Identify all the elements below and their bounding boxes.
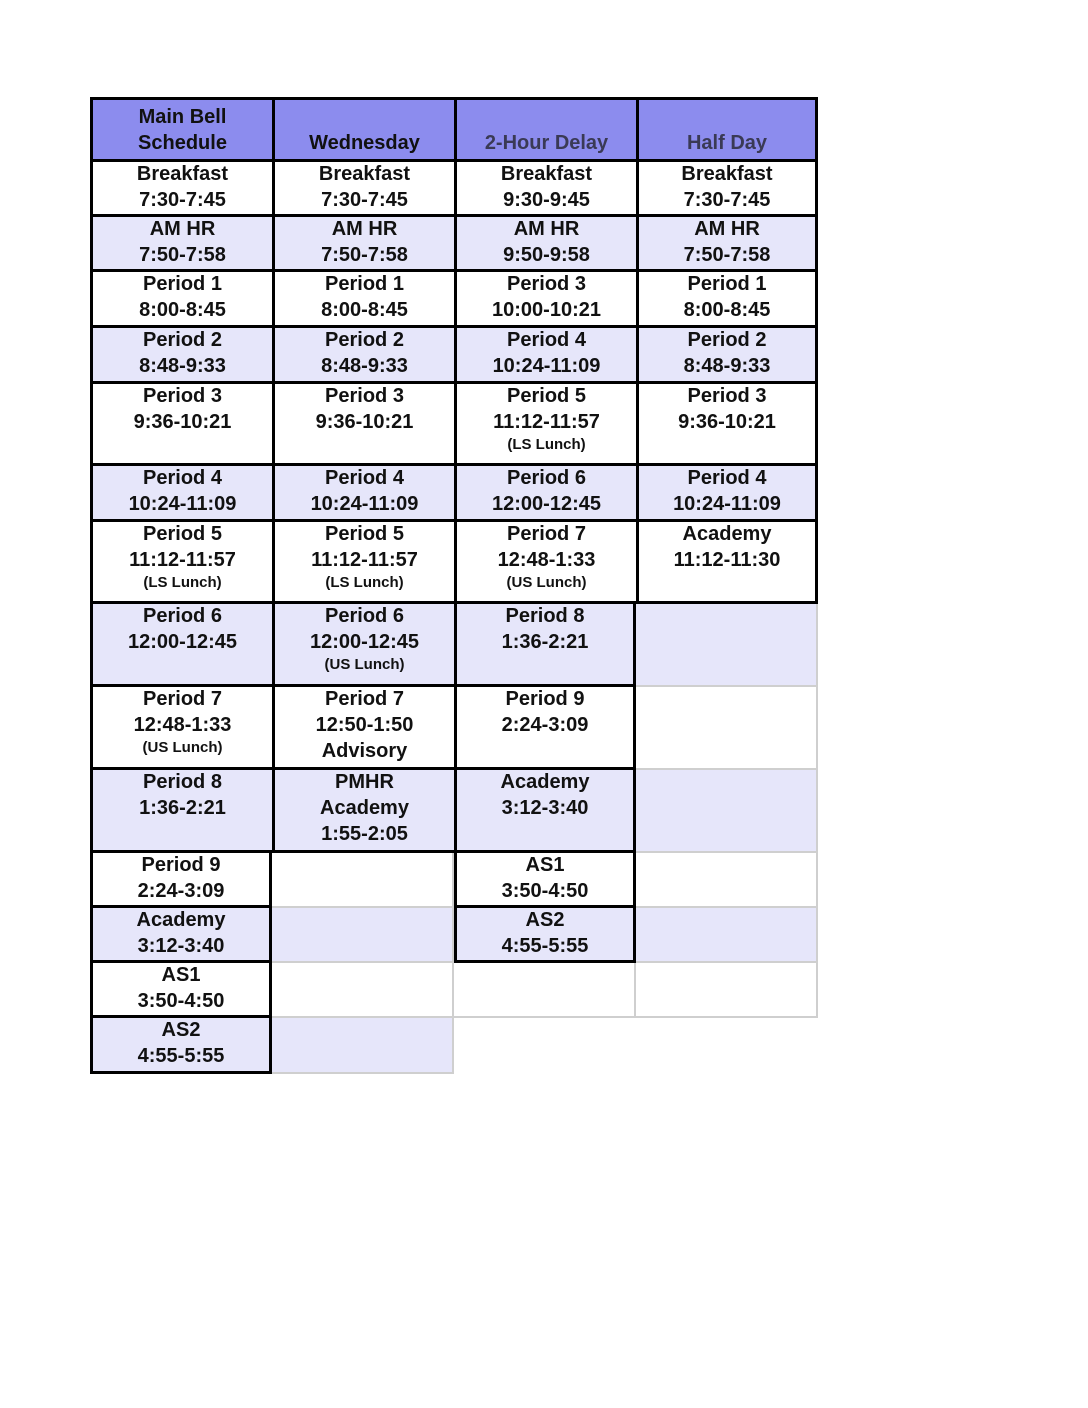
schedule-cell [90,217,272,272]
cell-time: 7:50-7:58 [683,244,771,266]
header-cell [90,97,272,162]
cell-time: 9:36-10:21 [315,411,414,433]
cell-time: 3:50-4:50 [501,880,589,902]
empty-cell [636,853,818,908]
cell-note: (LS Lunch) [143,574,222,591]
cell-time: 7:30-7:45 [139,189,226,211]
cell-title: AM HR [331,218,398,240]
cell-time: 9:50-9:58 [503,244,590,266]
cell-time: 2:24-3:09 [501,714,589,736]
schedule-cell [272,384,454,466]
header-line: 2-Hour Delay [484,132,609,154]
cell-title: Breakfast [500,163,593,185]
schedule-cell [636,466,818,522]
empty-cell [272,963,454,1018]
schedule-cell [90,687,272,770]
cell-title: Period 9 [141,854,221,876]
cell-time: 9:30-9:45 [503,189,590,211]
empty-cell [636,963,818,1018]
cell-title: Period 2 [687,329,767,351]
schedule-cell [272,604,454,687]
schedule-cell [272,272,454,328]
cell-title: Period 6 [507,467,586,489]
cell-title: Academy [500,771,590,793]
header-cell [272,97,454,162]
cell-title: Period 4 [687,467,767,489]
cell-time: 11:12-11:57 [493,411,600,433]
cell-time: 12:48-1:33 [497,549,596,571]
cell-title: Period 4 [143,467,222,489]
cell-title: Period 1 [687,273,767,295]
cell-title: Period 7 [325,688,404,710]
cell-time: 8:00-8:45 [683,299,771,321]
cell-title: Period 5 [143,523,222,545]
schedule-cell [90,272,272,328]
schedule-cell [454,770,636,853]
cell-title: AS1 [161,964,201,986]
schedule-cell [636,272,818,328]
empty-cell [272,908,454,963]
schedule-cell [454,853,636,908]
cell-time: 7:30-7:45 [683,189,771,211]
cell-title: Period 9 [505,688,585,710]
schedule-cell [272,162,454,217]
schedule-cell [454,272,636,328]
cell-time: 9:36-10:21 [133,411,232,433]
cell-title: Breakfast [318,163,411,185]
cell-note: (LS Lunch) [507,436,586,453]
cell-title: AS2 [525,909,565,931]
empty-cell [636,687,818,770]
cell-title: Period 6 [143,605,222,627]
cell-time: 12:00-12:45 [128,631,237,653]
schedule-cell [454,522,636,604]
cell-title: Period 7 [507,523,586,545]
cell-time: 7:50-7:58 [139,244,226,266]
cell-title: Period 2 [325,329,404,351]
cell-time: 9:36-10:21 [678,411,776,433]
cell-time: 11:12-11:57 [311,549,418,571]
cell-time: 1:36-2:21 [501,631,589,653]
cell-title: Period 8 [143,771,222,793]
cell-time: 10:24-11:09 [492,355,601,377]
cell-time: 8:00-8:45 [139,299,226,321]
cell-title: PMHR [335,771,394,793]
schedule-cell [90,908,272,963]
cell-time: 12:00-12:45 [492,493,601,515]
schedule-cell [454,328,636,384]
cell-note: (US Lunch) [506,574,587,591]
cell-title: Period 6 [325,605,404,627]
schedule-cell [454,217,636,272]
header-cell [636,97,818,162]
empty-cell [636,908,818,963]
empty-cell [272,1018,454,1074]
cell-time: 11:12-11:30 [673,549,781,571]
cell-note: (US Lunch) [142,739,223,756]
cell-time: 8:00-8:45 [321,299,408,321]
cell-title: Breakfast [681,163,773,185]
schedule-cell [636,522,818,604]
empty-cell [636,604,818,687]
cell-note: (US Lunch) [324,656,405,673]
cell-time: 3:12-3:40 [137,935,225,957]
header-cell [454,97,636,162]
cell-title: Period 3 [143,385,222,407]
cell-time: 11:12-11:57 [129,549,236,571]
cell-time: 8:48-9:33 [139,355,226,377]
schedule-cell [636,328,818,384]
schedule-cell [454,466,636,522]
cell-title: AM HR [694,218,760,240]
schedule-cell [636,384,818,466]
schedule-cell [90,522,272,604]
cell-time: 10:24-11:09 [673,493,781,515]
cell-time: 1:36-2:21 [139,797,226,819]
cell-time: 8:48-9:33 [321,355,408,377]
cell-title: Academy [136,909,226,931]
schedule-cell [90,328,272,384]
cell-time: 10:00-10:21 [492,299,601,321]
cell-note: (LS Lunch) [325,574,404,591]
cell-title: Academy [682,523,772,545]
cell-title: AM HR [513,218,580,240]
schedule-cell [90,604,272,687]
schedule-cell [272,466,454,522]
cell-time: 3:50-4:50 [137,990,225,1012]
schedule-cell [90,963,272,1018]
cell-time: Academy [320,797,409,819]
cell-title: AM HR [149,218,216,240]
schedule-cell [90,853,272,908]
schedule-cell [90,1018,272,1074]
cell-title: Period 1 [325,273,404,295]
cell-time: 7:30-7:45 [321,189,408,211]
cell-time: 8:48-9:33 [683,355,771,377]
cell-time: 12:50-1:50 [315,714,414,736]
schedule-cell [90,384,272,466]
schedule-cell [454,604,636,687]
cell-title: Period 2 [143,329,222,351]
header-line: Schedule [138,132,227,154]
empty-cell [272,853,454,908]
schedule-cell [90,466,272,522]
cell-time: 12:00-12:45 [310,631,419,653]
cell-time: 7:50-7:58 [321,244,408,266]
cell-time: 4:55-5:55 [137,1045,225,1067]
cell-time: 2:24-3:09 [137,880,225,902]
cell-title: Period 3 [687,385,767,407]
cell-title: Period 3 [325,385,404,407]
schedule-cell [272,522,454,604]
schedule-cell [272,328,454,384]
header-line: Wednesday [309,132,420,154]
cell-time: 10:24-11:09 [128,493,237,515]
schedule-cell [636,217,818,272]
cell-title: Period 4 [507,329,586,351]
schedule-cell [454,384,636,466]
cell-time: 10:24-11:09 [310,493,419,515]
cell-title: Period 5 [507,385,586,407]
schedule-cell [454,162,636,217]
empty-cell [636,770,818,853]
schedule-cell [90,162,272,217]
schedule-cell [272,770,454,853]
cell-note: 1:55-2:05 [321,823,408,845]
schedule-cell [454,687,636,770]
header-line: Half Day [686,132,768,154]
cell-title: Breakfast [136,163,229,185]
cell-title: AS1 [525,854,565,876]
cell-title: Period 4 [325,467,404,489]
cell-title: Period 7 [143,688,222,710]
schedule-cell [454,908,636,963]
schedule-cell [636,162,818,217]
cell-time: 4:55-5:55 [501,935,589,957]
cell-note: Advisory [321,740,408,762]
schedule-cell [272,687,454,770]
cell-title: Period 5 [325,523,404,545]
cell-title: AS2 [161,1019,201,1041]
empty-cell [454,963,636,1018]
cell-time: 12:48-1:33 [133,714,232,736]
cell-title: Period 3 [507,273,586,295]
schedule-cell [272,217,454,272]
cell-title: Period 1 [143,273,222,295]
cell-time: 3:12-3:40 [501,797,589,819]
cell-title: Period 8 [505,605,585,627]
header-line: Main Bell [138,106,227,128]
schedule-cell [90,770,272,853]
